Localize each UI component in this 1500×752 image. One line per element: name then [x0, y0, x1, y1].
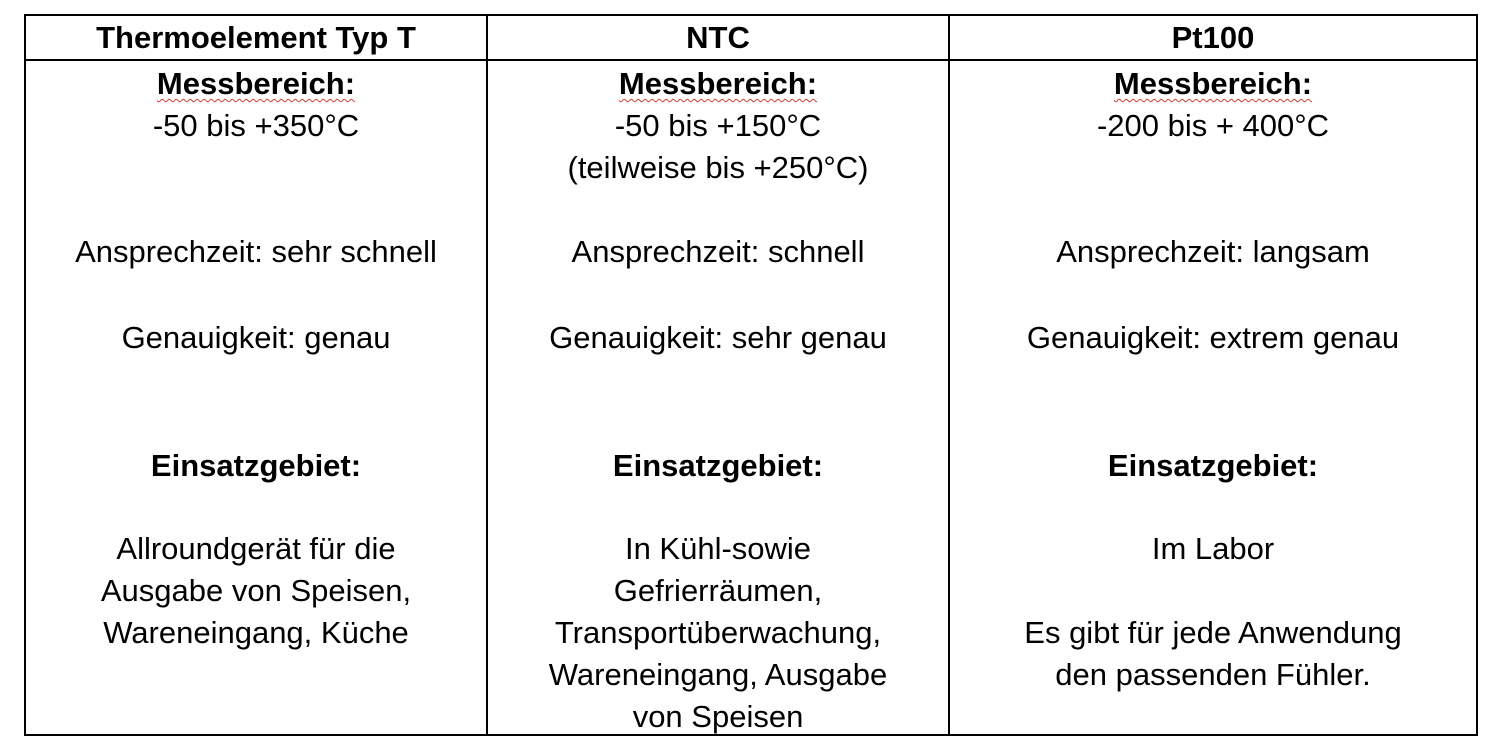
table-body-row	[26, 61, 1476, 734]
messbereich-label: Messbereich:	[618, 66, 818, 101]
comparison-table	[24, 14, 1478, 736]
header-pt100: Pt100	[1171, 20, 1255, 55]
cell-pt100	[950, 61, 1476, 734]
einsatz-line: Es gibt für jede Anwendung	[1024, 615, 1402, 650]
messbereich-label: Messbereich:	[1113, 66, 1313, 101]
cell-ntc	[488, 61, 950, 734]
header-ntc: NTC	[488, 16, 950, 59]
einsatz-line: von Speisen	[632, 699, 804, 734]
einsatz-line: Ausgabe von Speisen,	[100, 573, 412, 608]
genauigkeit: Genauigkeit: genau	[121, 320, 391, 355]
cell-thermoelement	[26, 61, 488, 734]
genauigkeit: Genauigkeit: sehr genau	[549, 320, 887, 355]
table-header-row	[26, 16, 1476, 61]
messbereich-label: Messbereich:	[156, 66, 356, 101]
einsatz-line: den passenden Fühler.	[1055, 657, 1371, 692]
einsatz-line: Allroundgerät für die	[116, 531, 396, 566]
header-thermoelement: Thermoelement Typ T	[26, 16, 488, 59]
messbereich-value: -200 bis + 400°C	[1096, 108, 1330, 143]
einsatzgebiet-label: Einsatzgebiet:	[150, 448, 362, 483]
einsatzgebiet-label: Einsatzgebiet:	[1107, 448, 1319, 483]
ansprechzeit: Ansprechzeit: langsam	[1056, 234, 1370, 269]
messbereich-note: (teilweise bis +250°C)	[567, 150, 869, 185]
genauigkeit: Genauigkeit: extrem genau	[1026, 320, 1400, 355]
einsatz-line: Wareneingang, Ausgabe	[548, 657, 888, 692]
einsatz-line: Im Labor	[1151, 531, 1275, 566]
messbereich-value: -50 bis +350°C	[152, 108, 360, 143]
einsatz-line: Transportüberwachung,	[554, 615, 882, 650]
einsatzgebiet-label: Einsatzgebiet:	[612, 448, 824, 483]
einsatz-line: Wareneingang, Küche	[103, 615, 409, 650]
ansprechzeit: Ansprechzeit: sehr schnell	[75, 234, 437, 269]
einsatz-line: Gefrierräumen,	[613, 573, 823, 608]
einsatz-line: In Kühl-sowie	[624, 531, 812, 566]
ansprechzeit: Ansprechzeit: schnell	[571, 234, 865, 269]
messbereich-value: -50 bis +150°C	[614, 108, 822, 143]
